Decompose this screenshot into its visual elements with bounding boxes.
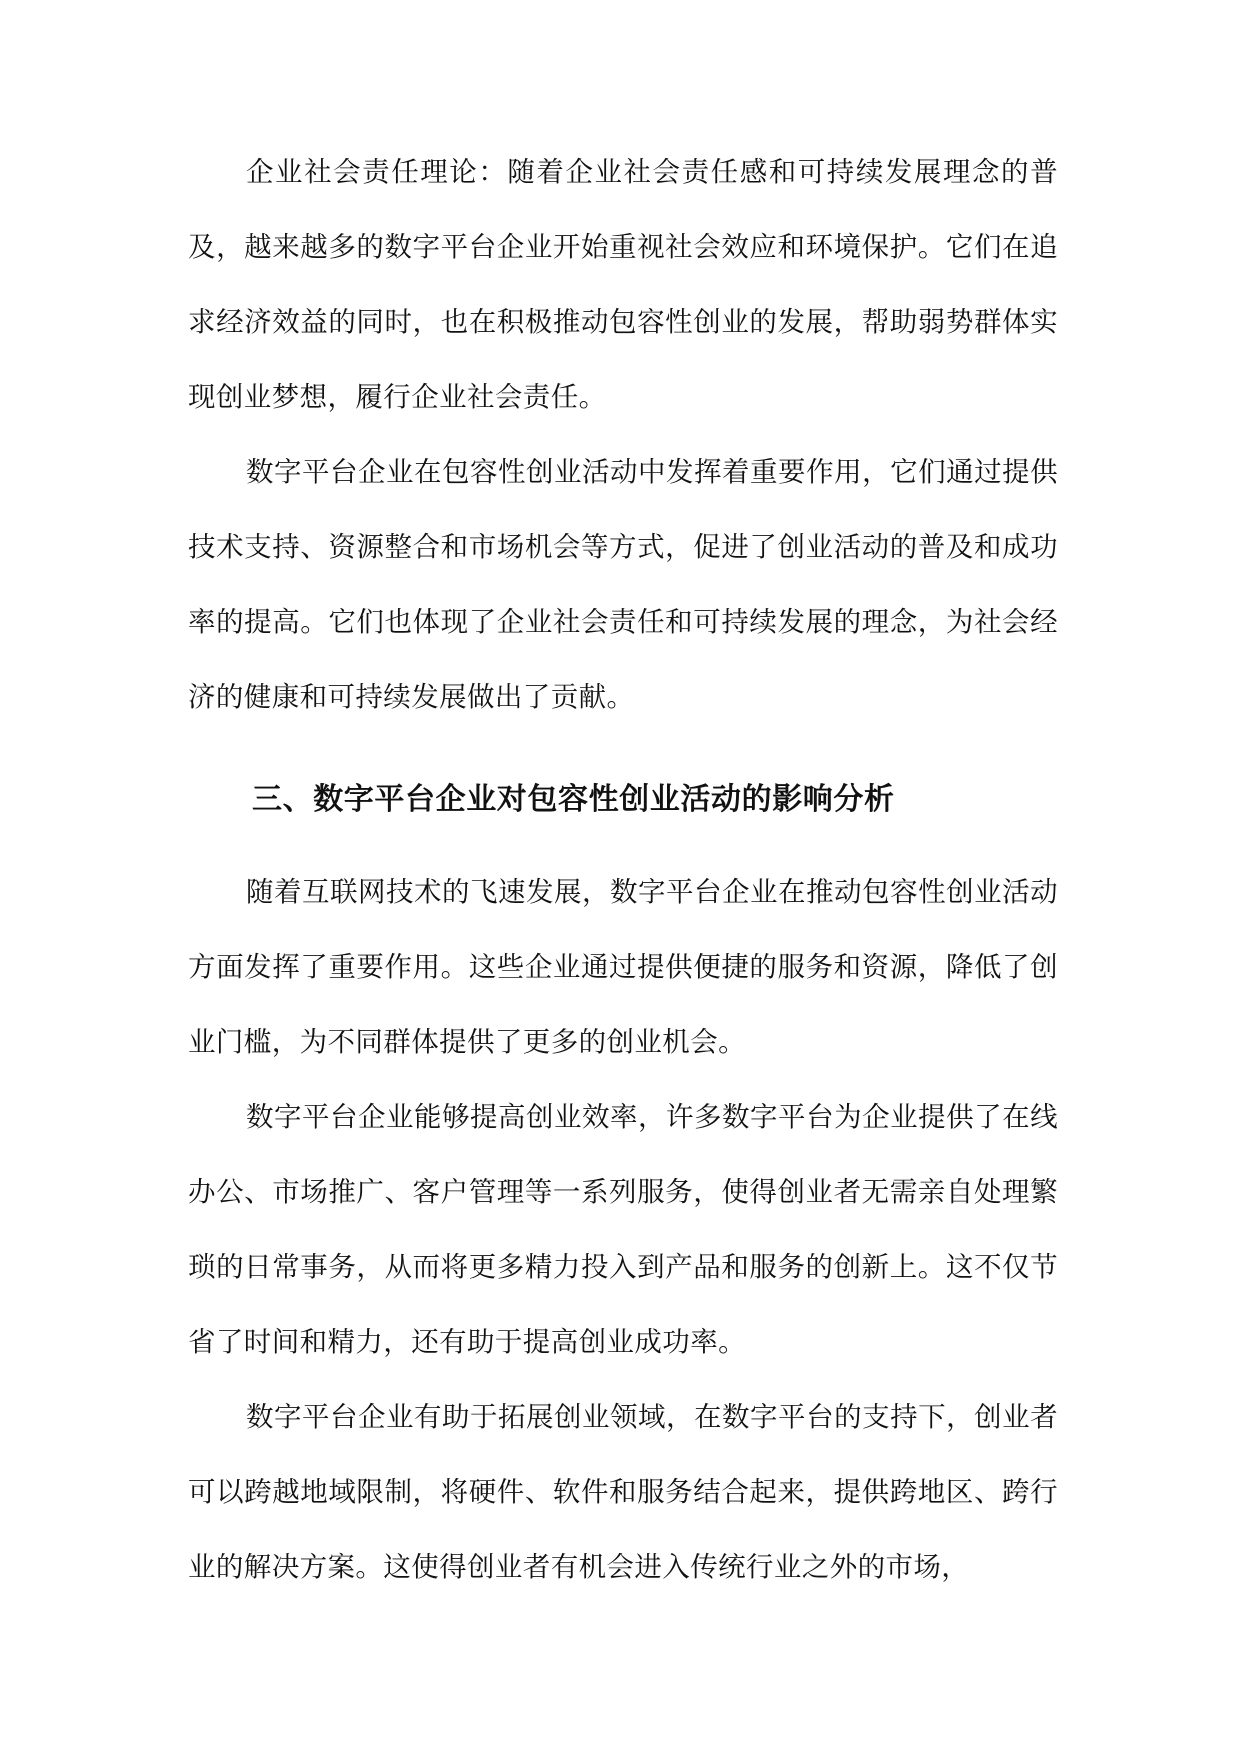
paragraph-efficiency: 数字平台企业能够提高创业效率，许多数字平台为企业提供了在线办公、市场推广、客户管理等一系列服务，使得创业者无需亲自处理繁琐的日常事务，从而将更多精力投入到产品和服务的创新上。这不仅节省了时间和精力，还有助于提高创业成功率。: [188, 1101, 1058, 1358]
paragraph-internet-development: 随着互联网技术的飞速发展，数字平台企业在推动包容性创业活动方面发挥了重要作用。这些企业通过提供便捷的服务和资源，降低了创业门槛，为不同群体提供了更多的创业机会。: [188, 876, 1058, 1058]
paragraph-expand-fields: 数字平台企业有助于拓展创业领域，在数字平台的支持下，创业者可以跨越地域限制，将硬件、软件和服务结合起来，提供跨地区、跨行业的解决方案。这使得创业者有机会进入传统行业之外的市场，: [188, 1401, 1058, 1583]
section-heading: 三、数字平台企业对包容性创业活动的影响分析: [252, 782, 895, 817]
paragraph-platform-role: 数字平台企业在包容性创业活动中发挥着重要作用，它们通过提供技术支持、资源整合和市场机会等方式，促进了创业活动的普及和成功率的提高。它们也体现了企业社会责任和可持续发展的理念，为社会经济的健康和可持续发展做出了贡献。: [188, 456, 1058, 713]
paragraph-csr-theory: 企业社会责任理论：随着企业社会责任感和可持续发展理念的普及，越来越多的数字平台企业开始重视社会效应和环境保护。它们在追求经济效益的同时，也在积极推动包容性创业的发展，帮助弱势群体实现创业梦想，履行企业社会责任。: [188, 156, 1058, 413]
